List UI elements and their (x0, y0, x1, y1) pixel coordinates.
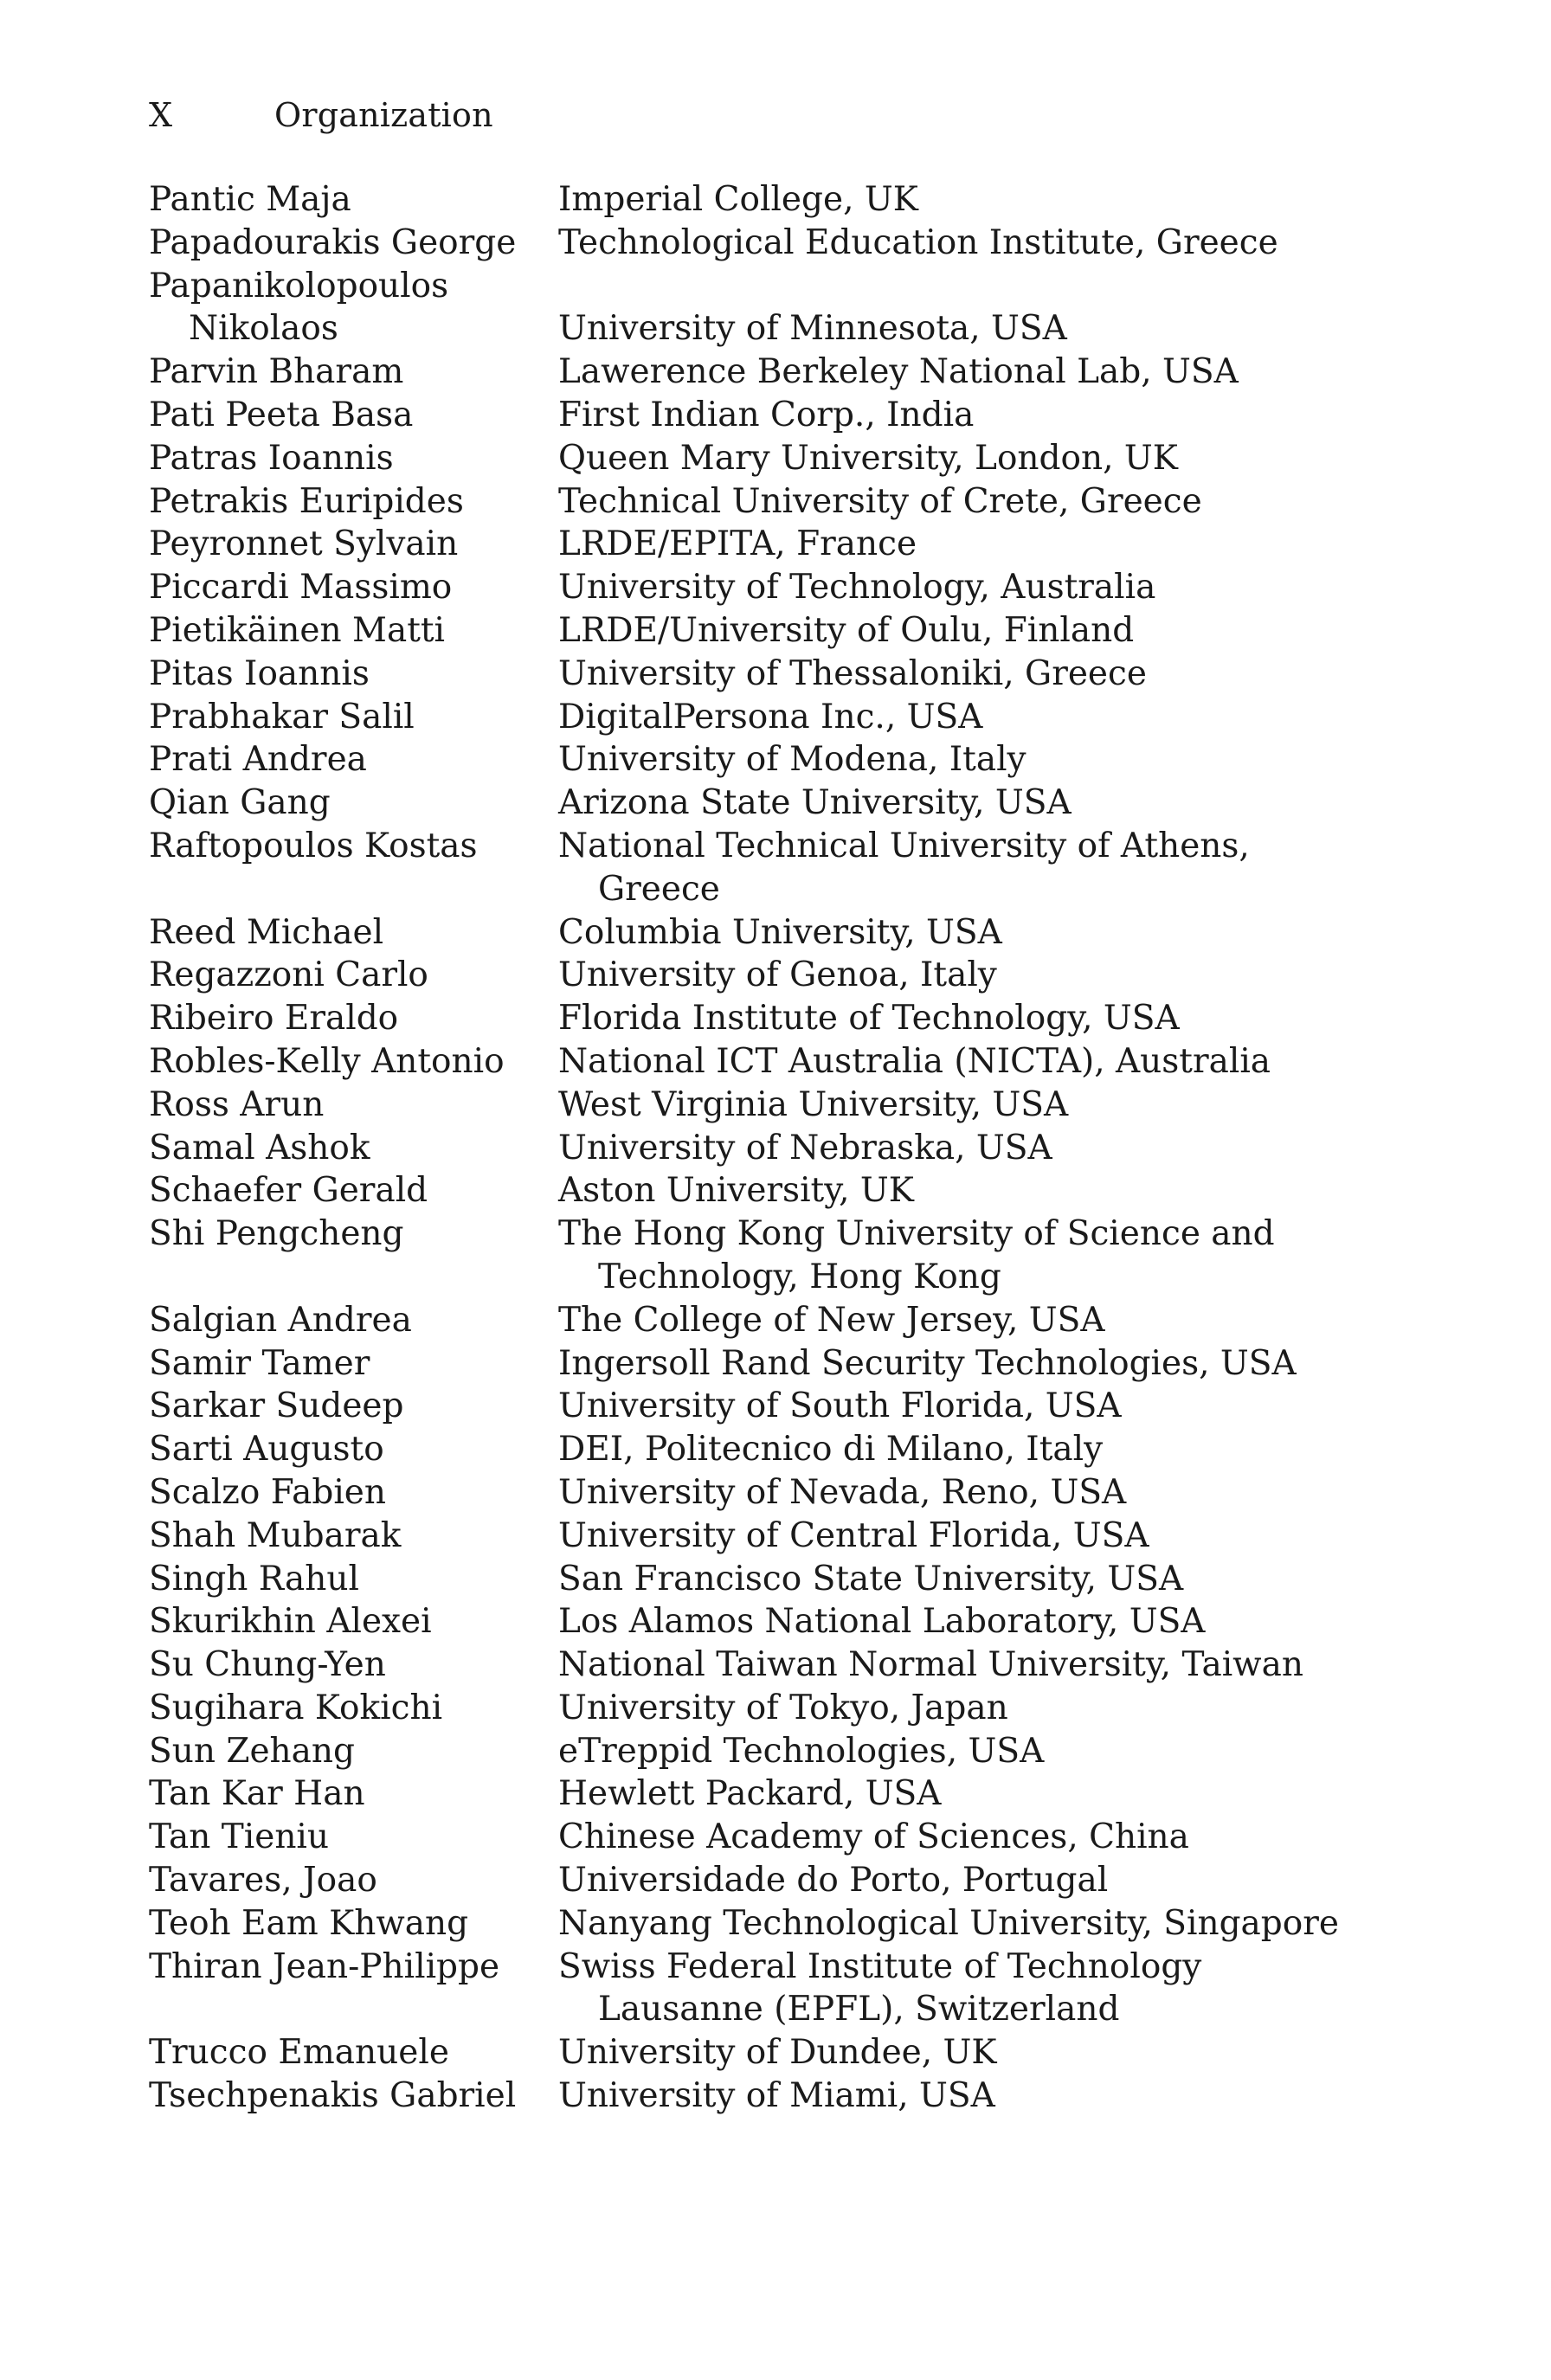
member-affiliation-line: DigitalPersona Inc., USA (558, 697, 983, 737)
member-affiliation (558, 351, 1499, 394)
member-affiliation-line: Swiss Federal Institute of Technology (558, 1946, 1202, 1986)
member-affiliation-line: University of Miami, USA (558, 2076, 995, 2116)
member-affiliation (558, 825, 1499, 911)
member-name (149, 1299, 558, 1342)
member-affiliation-line: Greece (598, 869, 720, 909)
member-row (149, 997, 1499, 1040)
member-affiliation-line: Technology, Hong Kong (598, 1257, 1001, 1296)
member-name-line: Raftopoulos Kostas (149, 826, 478, 865)
member-name-line: Petrakis Euripides (149, 481, 464, 521)
member-affiliation (558, 653, 1499, 696)
member-affiliation (558, 1342, 1499, 1386)
member-affiliation (558, 394, 1499, 437)
member-affiliation (558, 1040, 1499, 1084)
member-affiliation-line: University of Nevada, Reno, USA (558, 1472, 1127, 1512)
member-name (149, 1084, 558, 1127)
member-affiliation (558, 1515, 1499, 1558)
member-name (149, 653, 558, 696)
member-affiliation (558, 1946, 1499, 2032)
member-name-line: Piccardi Massimo (149, 568, 453, 608)
member-affiliation-line: University of Central Florida, USA (558, 1515, 1149, 1555)
page-number: X (149, 96, 173, 134)
member-name (149, 480, 558, 524)
member-affiliation-line: University of Modena, Italy (558, 740, 1026, 780)
member-affiliation (558, 738, 1499, 782)
member-name (149, 1772, 558, 1816)
member-name (149, 997, 558, 1040)
section-title: Organization (274, 96, 493, 134)
member-affiliation (558, 1084, 1499, 1127)
member-name-line: Prati Andrea (149, 740, 367, 780)
member-affiliation-line: Technological Education Institute, Greece (558, 222, 1278, 262)
member-affiliation-line: San Francisco State University, USA (558, 1559, 1184, 1598)
member-name-line: Samal Ashok (149, 1128, 370, 1167)
member-row (149, 523, 1499, 566)
member-row (149, 738, 1499, 782)
member-row (149, 609, 1499, 653)
member-row (149, 1169, 1499, 1213)
member-name-line: Pietikäinen Matti (149, 610, 446, 650)
member-affiliation (558, 1385, 1499, 1428)
member-name-line: Peyronnet Sylvain (149, 524, 459, 564)
member-row (149, 1385, 1499, 1428)
member-affiliation-line: LRDE/University of Oulu, Finland (558, 610, 1135, 650)
member-affiliation-line: The Hong Kong University of Science and (558, 1214, 1275, 1254)
member-name-line: Nikolaos (189, 309, 338, 349)
member-affiliation (558, 178, 1499, 222)
member-affiliation-line: Hewlett Packard, USA (558, 1774, 942, 1814)
member-row (149, 1859, 1499, 1902)
member-affiliation (558, 566, 1499, 609)
member-name (149, 2074, 558, 2118)
member-name (149, 1816, 558, 1859)
member-name (149, 954, 558, 997)
member-row (149, 265, 1499, 351)
member-row (149, 1600, 1499, 1643)
member-row (149, 911, 1499, 955)
member-affiliation-line: First Indian Corp., India (558, 395, 975, 434)
member-row (149, 222, 1499, 265)
member-affiliation-line: National ICT Australia (NICTA), Australia (558, 1041, 1271, 1081)
member-affiliation-line: University of Dundee, UK (558, 2033, 997, 2073)
member-affiliation-line: National Taiwan Normal University, Taiwan (558, 1645, 1303, 1685)
member-name-line: Robles-Kelly Antonio (149, 1041, 505, 1081)
member-name (149, 523, 558, 566)
member-affiliation (558, 1299, 1499, 1342)
member-affiliation-line: Lawerence Berkeley National Lab, USA (558, 352, 1239, 392)
member-name-line: Pitas Ioannis (149, 653, 370, 693)
member-row (149, 1127, 1499, 1170)
member-name (149, 1385, 558, 1428)
member-row (149, 2074, 1499, 2118)
member-row (149, 825, 1499, 911)
member-name (149, 1600, 558, 1643)
member-affiliation-line: LRDE/EPITA, France (558, 524, 917, 564)
member-name-line: Shi Pengcheng (149, 1214, 404, 1254)
member-affiliation-line: University of Technology, Australia (558, 568, 1156, 608)
member-row (149, 1687, 1499, 1730)
member-affiliation (558, 1816, 1499, 1859)
member-name-line: Reed Michael (149, 912, 384, 952)
member-name (149, 609, 558, 653)
member-name (149, 782, 558, 825)
member-name (149, 1902, 558, 1946)
member-affiliation-line: University of South Florida, USA (558, 1386, 1122, 1426)
member-name (149, 911, 558, 955)
member-name-line: Skurikhin Alexei (149, 1602, 432, 1642)
member-affiliation-line: University of Minnesota, USA (558, 309, 1067, 349)
member-affiliation (558, 1643, 1499, 1687)
member-row (149, 437, 1499, 480)
member-name (149, 1169, 558, 1213)
member-affiliation-line: National Technical University of Athens, (558, 826, 1250, 865)
page-header (149, 93, 493, 137)
member-name-line: Qian Gang (149, 783, 331, 823)
member-affiliation (558, 1902, 1499, 1946)
member-affiliation-line: Aston University, UK (558, 1171, 914, 1211)
member-affiliation (558, 1859, 1499, 1902)
member-name-line: Tan Kar Han (149, 1774, 365, 1814)
member-affiliation (558, 1213, 1499, 1299)
member-name (149, 1213, 558, 1256)
member-affiliation-line: West Virginia University, USA (558, 1084, 1069, 1124)
member-affiliation-line: Ingersoll Rand Security Technologies, USA (558, 1343, 1297, 1383)
member-name (149, 394, 558, 437)
member-name-line: Patras Ioannis (149, 438, 394, 478)
member-affiliation-line: eTreppid Technologies, USA (558, 1731, 1045, 1771)
member-affiliation (558, 2074, 1499, 2118)
member-affiliation (558, 911, 1499, 955)
member-row (149, 954, 1499, 997)
member-name (149, 825, 558, 868)
member-name (149, 738, 558, 782)
member-name (149, 1515, 558, 1558)
member-row (149, 1428, 1499, 1471)
member-affiliation (558, 609, 1499, 653)
member-name (149, 1127, 558, 1170)
member-name-line: Thiran Jean-Philippe (149, 1946, 500, 1986)
member-affiliation (558, 1600, 1499, 1643)
member-affiliation (558, 1471, 1499, 1515)
member-row (149, 1558, 1499, 1601)
member-name-line: Tavares, Joao (149, 1861, 377, 1901)
member-row (149, 696, 1499, 739)
member-affiliation-line: Technical University of Crete, Greece (558, 481, 1202, 521)
member-name-line: Su Chung-Yen (149, 1645, 386, 1685)
member-row (149, 1730, 1499, 1773)
member-affiliation-line: University of Nebraska, USA (558, 1128, 1052, 1167)
member-name-line: Pantic Maja (149, 180, 351, 219)
member-name (149, 566, 558, 609)
member-affiliation (558, 1772, 1499, 1816)
member-name (149, 1040, 558, 1084)
member-row (149, 1902, 1499, 1946)
member-name (149, 1558, 558, 1601)
member-row (149, 1213, 1499, 1299)
member-name (149, 222, 558, 265)
member-name-line: Parvin Bharam (149, 352, 404, 392)
member-name-line: Ribeiro Eraldo (149, 999, 399, 1039)
member-name-line: Ross Arun (149, 1084, 325, 1124)
member-affiliation (558, 1428, 1499, 1471)
member-row (149, 2031, 1499, 2074)
member-name-line: Sarti Augusto (149, 1430, 384, 1470)
member-affiliation (558, 782, 1499, 825)
member-affiliation-line: Nanyang Technological University, Singapore (558, 1903, 1339, 1943)
member-row (149, 1515, 1499, 1558)
member-name-line: Tan Tieniu (149, 1817, 330, 1857)
member-name-line: Salgian Andrea (149, 1300, 412, 1340)
member-affiliation (558, 523, 1499, 566)
member-row (149, 1342, 1499, 1386)
member-name (149, 1428, 558, 1471)
member-name-line: Tsechpenakis Gabriel (149, 2076, 517, 2116)
member-affiliation-line: Queen Mary University, London, UK (558, 438, 1178, 478)
member-name-line: Papanikolopoulos (149, 266, 449, 306)
member-name (149, 1946, 558, 1989)
member-row (149, 1040, 1499, 1084)
member-affiliation (558, 1687, 1499, 1730)
member-affiliation-line: University of Genoa, Italy (558, 955, 997, 995)
member-name (149, 265, 558, 351)
member-name-line: Pati Peeta Basa (149, 395, 414, 434)
member-name (149, 1342, 558, 1386)
member-row (149, 1772, 1499, 1816)
member-list (149, 178, 1499, 2118)
member-name-line: Shah Mubarak (149, 1515, 402, 1555)
member-row (149, 394, 1499, 437)
member-name (149, 1687, 558, 1730)
member-affiliation-line: Columbia University, USA (558, 912, 1002, 952)
member-row (149, 653, 1499, 696)
member-row (149, 1816, 1499, 1859)
member-name-line: Teoh Eam Khwang (149, 1903, 469, 1943)
member-name (149, 351, 558, 394)
member-name (149, 1471, 558, 1515)
member-name (149, 178, 558, 222)
member-row (149, 351, 1499, 394)
member-name-line: Trucco Emanuele (149, 2033, 449, 2073)
member-affiliation-line: Florida Institute of Technology, USA (558, 999, 1180, 1039)
member-name (149, 696, 558, 739)
member-affiliation (558, 1169, 1499, 1213)
member-name-line: Prabhakar Salil (149, 697, 415, 737)
member-affiliation (558, 1127, 1499, 1170)
member-row (149, 480, 1499, 524)
member-affiliation-line: The College of New Jersey, USA (558, 1300, 1105, 1340)
member-affiliation-line: Lausanne (EPFL), Switzerland (598, 1990, 1120, 2029)
member-name-line: Sun Zehang (149, 1731, 355, 1771)
member-affiliation (558, 222, 1499, 265)
member-name (149, 1643, 558, 1687)
member-affiliation (558, 2031, 1499, 2074)
member-affiliation-line: DEI, Politecnico di Milano, Italy (558, 1430, 1104, 1470)
member-affiliation-line (558, 265, 1499, 308)
member-affiliation (558, 997, 1499, 1040)
member-name (149, 2031, 558, 2074)
member-name-line: Regazzoni Carlo (149, 955, 428, 995)
member-row (149, 1643, 1499, 1687)
member-name-line: Papadourakis George (149, 222, 517, 262)
member-affiliation-line: University of Tokyo, Japan (558, 1688, 1008, 1727)
member-affiliation-line: Arizona State University, USA (558, 783, 1072, 823)
member-row (149, 1299, 1499, 1342)
member-name-line: Samir Tamer (149, 1343, 370, 1383)
member-affiliation-line: Imperial College, UK (558, 180, 918, 219)
member-affiliation (558, 1730, 1499, 1773)
member-affiliation (558, 954, 1499, 997)
member-row (149, 1471, 1499, 1515)
member-name (149, 1859, 558, 1902)
member-row (149, 566, 1499, 609)
member-affiliation-line: Chinese Academy of Sciences, China (558, 1817, 1189, 1857)
member-affiliation (558, 696, 1499, 739)
member-name-line: Singh Rahul (149, 1559, 360, 1598)
member-name (149, 1730, 558, 1773)
member-affiliation-line: University of Thessaloniki, Greece (558, 653, 1147, 693)
member-affiliation (558, 265, 1499, 351)
member-name-line: Sarkar Sudeep (149, 1386, 404, 1426)
member-name (149, 437, 558, 480)
member-name-line: Schaefer Gerald (149, 1171, 428, 1211)
member-affiliation-line: Universidade do Porto, Portugal (558, 1861, 1109, 1901)
member-row (149, 782, 1499, 825)
member-row (149, 178, 1499, 222)
member-affiliation-line: Los Alamos National Laboratory, USA (558, 1602, 1206, 1642)
member-affiliation (558, 1558, 1499, 1601)
member-row (149, 1946, 1499, 2032)
member-affiliation (558, 480, 1499, 524)
member-name-line: Sugihara Kokichi (149, 1688, 443, 1727)
member-row (149, 1084, 1499, 1127)
member-name-line: Scalzo Fabien (149, 1472, 387, 1512)
member-affiliation (558, 437, 1499, 480)
